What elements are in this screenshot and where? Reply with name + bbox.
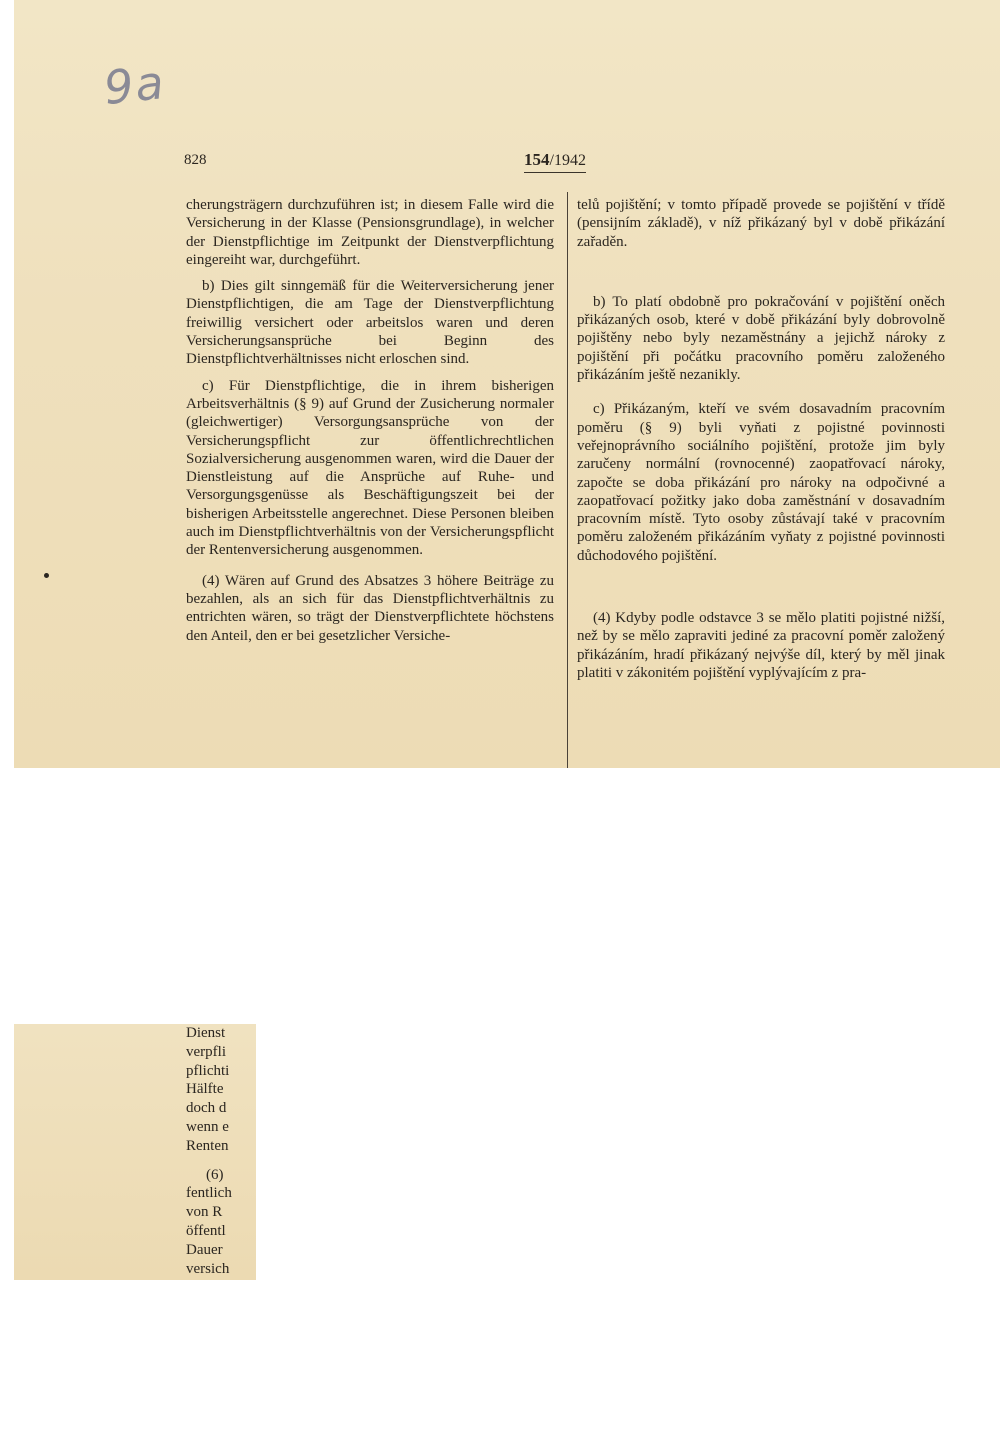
fragment-line: fentlich — [186, 1185, 232, 1202]
fragment-line: verpfli — [186, 1043, 226, 1060]
fragment-line: Dauer — [186, 1241, 223, 1258]
fragment-line: versich — [186, 1260, 230, 1277]
handwritten-mark: 9a — [101, 54, 169, 116]
czech-paragraph-b: b) To platí obdobně pro pokračování v pojištění oněch přikázaných osob, které v době přikázání byly dobrovolně pojištěny nebo byly nezaměstnány a jejichž nároky z pojištění při počátku pracovního poměru založeného přikázáním ještě nezanikly. — [577, 293, 945, 384]
german-column — [186, 196, 554, 645]
fragment-line: öffentl — [186, 1222, 226, 1239]
page-fragment — [14, 1024, 256, 1280]
fragment-line: wenn e — [186, 1118, 229, 1135]
german-paragraph-4: (4) Wären auf Grund des Absatzes 3 höhere Beiträge zu bezahlen, als an sich für das Dienstpflichtverhältnis zu entrichten wären, so trägt der Dienstverpflichtete höchstens den Anteil, den er bei gesetzlicher Versiche- — [186, 572, 554, 644]
fragment-line: doch d — [186, 1100, 227, 1117]
german-paragraph-c: c) Für Dienstpflichtige, die in ihrem bisherigen Arbeitsverhältnis (§ 9) auf Grund der Zusicherung normaler (gleichwertiger) Versorgungsansprüche von der Versicherungspflicht zur öffentlichrechtlichen Sozialversicherung ausgenommen waren, wird die Dauer der Dienstleistung auf die Ansprüche auf Ruhe- und Versorgungsgenüsse als Beschäftigungszeit bei der bisherigen Arbeitsstelle angerechnet. Diese Personen bleiben auch im Dienstpflichtverhältnis von der Versicherungspflicht der Rentenversicherung ausgenommen. — [186, 377, 554, 559]
czech-paragraph-c: c) Přikázaným, kteří ve svém dosavadním pracovním poměru (§ 9) byli vyňati z pojistné povinnosti veřejnoprávního sociálního pojištění, protože jim byly zaručeny normální (rovnocenné) zaopatřovací nároky, započte se doba přikázání pro nároky na odpočivné a zaopatřovací požitky jako doba zaměstnání v dosavadním pracovním místě. Tyto osoby zůstávají také v pracovním poměru založeném přikázáním vyňaty z pojistné povinnosti důchodového pojištění. — [577, 401, 945, 564]
fragment-line: von R — [186, 1204, 223, 1221]
german-paragraph-1: cherungsträgern durchzuführen ist; in diesem Falle wird die Versicherung in der Klasse (Pensionsgrundlage), in welcher der Dienstpflichtige im Zeitpunkt der Dienstverpflichtung eingereiht war, durchgeführt. — [186, 197, 554, 268]
fragment-line: (6) — [206, 1166, 224, 1183]
czech-column — [577, 196, 945, 682]
fragment-line: Renten — [186, 1137, 229, 1154]
law-number: 154 — [524, 150, 550, 169]
fragment-line: Hälfte — [186, 1081, 224, 1098]
fragment-line: Dienst — [186, 1025, 226, 1041]
law-year: /1942 — [549, 152, 586, 169]
czech-paragraph-4: (4) Kdyby podle odstavce 3 se mělo platiti pojistné nižší, než by se mělo zapraviti jediné za pracovní poměr založený přikázáním, hradí přikázaný nejvýše díl, který by měl jinak platiti v zákonitém pojištění vyplývajícím z pra- — [577, 610, 945, 681]
law-number-header — [524, 150, 586, 173]
column-divider — [567, 192, 568, 768]
czech-paragraph-1: telů pojištění; v tomto případě provede se pojištění v třídě (pensijním základě), v níž přikázaný byl v době přikázání zařaděn. — [577, 197, 945, 250]
fragment-line: pflichti — [186, 1062, 230, 1079]
page-number: 828 — [184, 152, 207, 168]
german-paragraph-b: b) Dies gilt sinngemäß für die Weiterversicherung jener Dienstpflichtigen, die am Tage der Dienstverpflichtung freiwillig versichert oder arbeitslos waren und deren Versicherungsansprüche bei Beginn des Dienstpflichtverhältnisses nicht erloschen sind. — [186, 278, 554, 368]
ink-spot — [44, 573, 49, 578]
fragment-text — [186, 1024, 256, 1278]
